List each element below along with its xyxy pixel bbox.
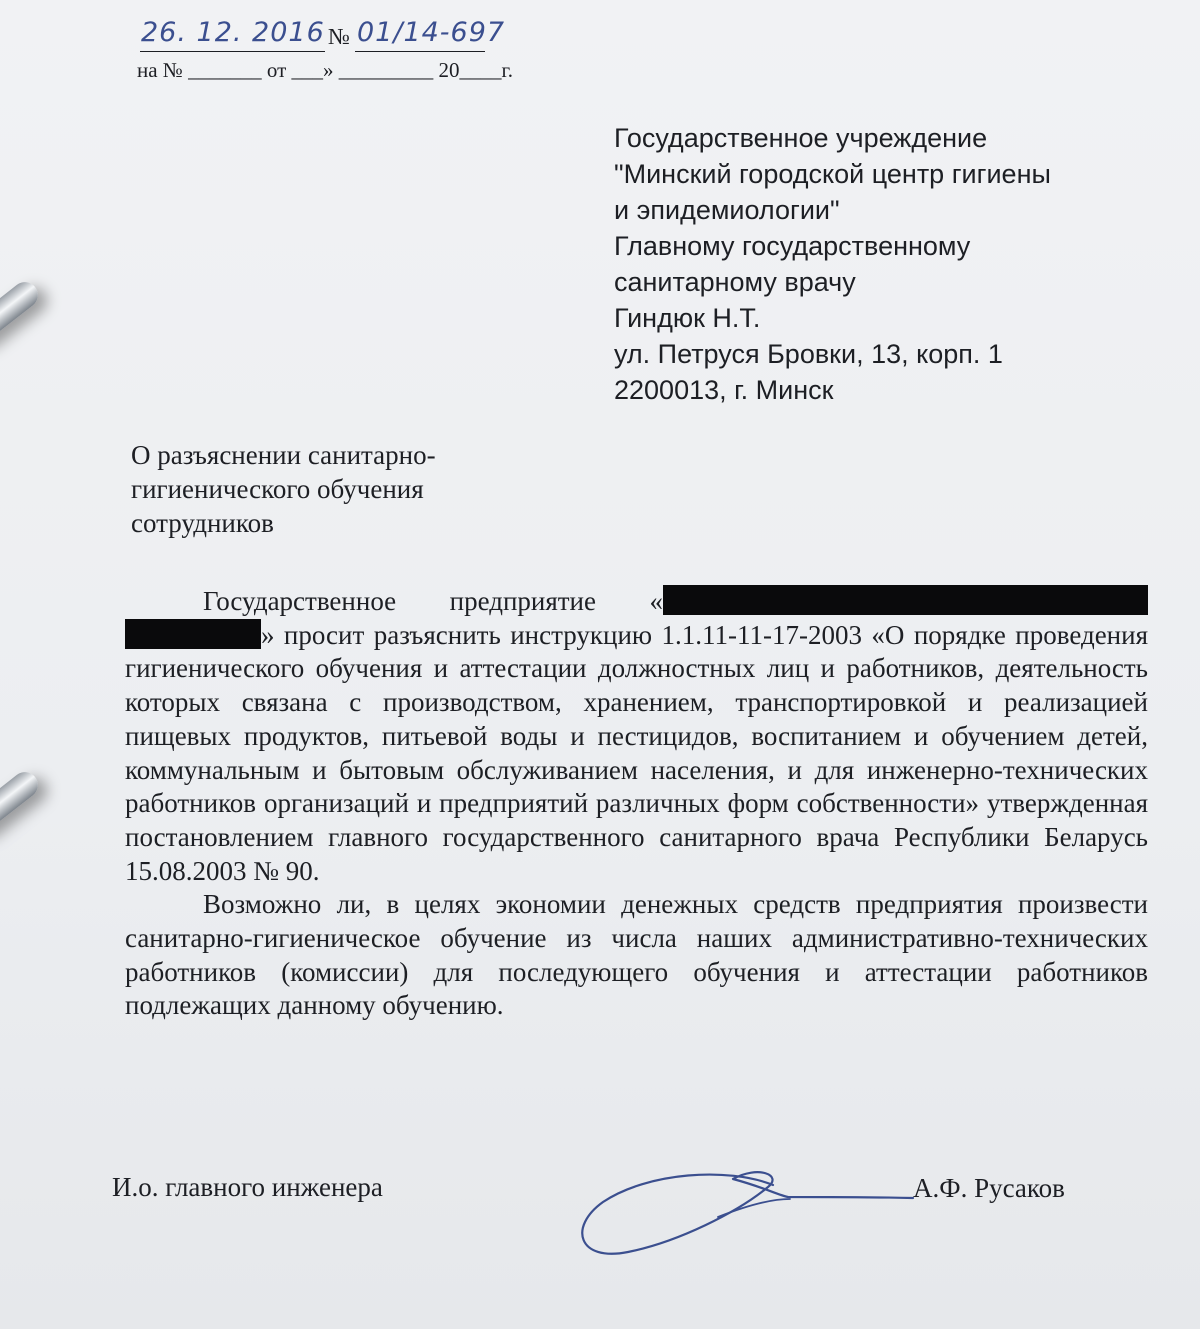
binder-ring-top xyxy=(0,277,43,349)
addressee-block xyxy=(614,120,1051,408)
letter-body xyxy=(125,585,1148,1023)
addressee-line: и эпидемиологии" xyxy=(614,195,840,225)
addressee-line: санитарному врачу xyxy=(614,267,856,297)
body-paragraph-2: Возможно ли, в целях экономии денежных средств предприятия произвести санитарно-гигиеническое обучение из числа наших административно-технических работников (комиссии) для последующего обучения и аттестации работников подлежащих данному обучению. xyxy=(125,889,1148,1021)
redaction-bar xyxy=(663,585,1148,615)
subject-line: О разъяснении санитарно- xyxy=(131,440,436,470)
addressee-line: 2200013, г. Минск xyxy=(614,375,834,405)
date-underline xyxy=(140,51,325,52)
number-underline xyxy=(355,51,485,52)
addressee-line: Государственное учреждение xyxy=(614,123,988,153)
signature-scribble xyxy=(568,1157,918,1267)
outgoing-number: 01/14-697 xyxy=(357,17,506,48)
body-p1-start: Государственное предприятие « xyxy=(203,586,663,616)
letter-subject xyxy=(131,438,436,540)
body-paragraph-1 xyxy=(125,585,1148,888)
signer-name: А.Ф. Русаков xyxy=(913,1173,1065,1203)
outgoing-date: 26. 12. 2016 xyxy=(141,17,325,48)
body-p1-end: » просит разъяснить инструкцию 1.1.11-11-17-2003 «О порядке проведения гигиенического обучения и аттестации должностных лиц и работников, деятельность которых связана с производством, хранением, транспортировкой и реализацией пищевых продуктов, питьевой воды и пестицидов, воспитанием и обучением детей, коммунальным и бытовым обслуживанием населения, и для инженерно-технических работников организаций и предприятий различных форм собственности» утвержденная постановлением главного государственного санитарного врача Республики Беларусь 15.08.2003 № 90. xyxy=(125,619,1148,886)
redaction-bar xyxy=(125,619,261,649)
addressee-line: Главному государственному xyxy=(614,231,971,261)
number-label: № xyxy=(328,24,350,49)
subject-line: гигиенического обучения xyxy=(131,474,424,504)
binder-ring-bottom xyxy=(0,767,43,839)
addressee-line: Гиндюк Н.Т. xyxy=(614,303,761,333)
subject-line: сотрудников xyxy=(131,508,274,538)
addressee-line: ул. Петруся Бровки, 13, корп. 1 xyxy=(614,339,1003,369)
signer-position: И.о. главного инженера xyxy=(112,1172,383,1202)
addressee-line: "Минский городской центр гигиены xyxy=(614,159,1051,189)
reference-line: на № _______ от ___» _________ 20____г. xyxy=(137,58,513,82)
